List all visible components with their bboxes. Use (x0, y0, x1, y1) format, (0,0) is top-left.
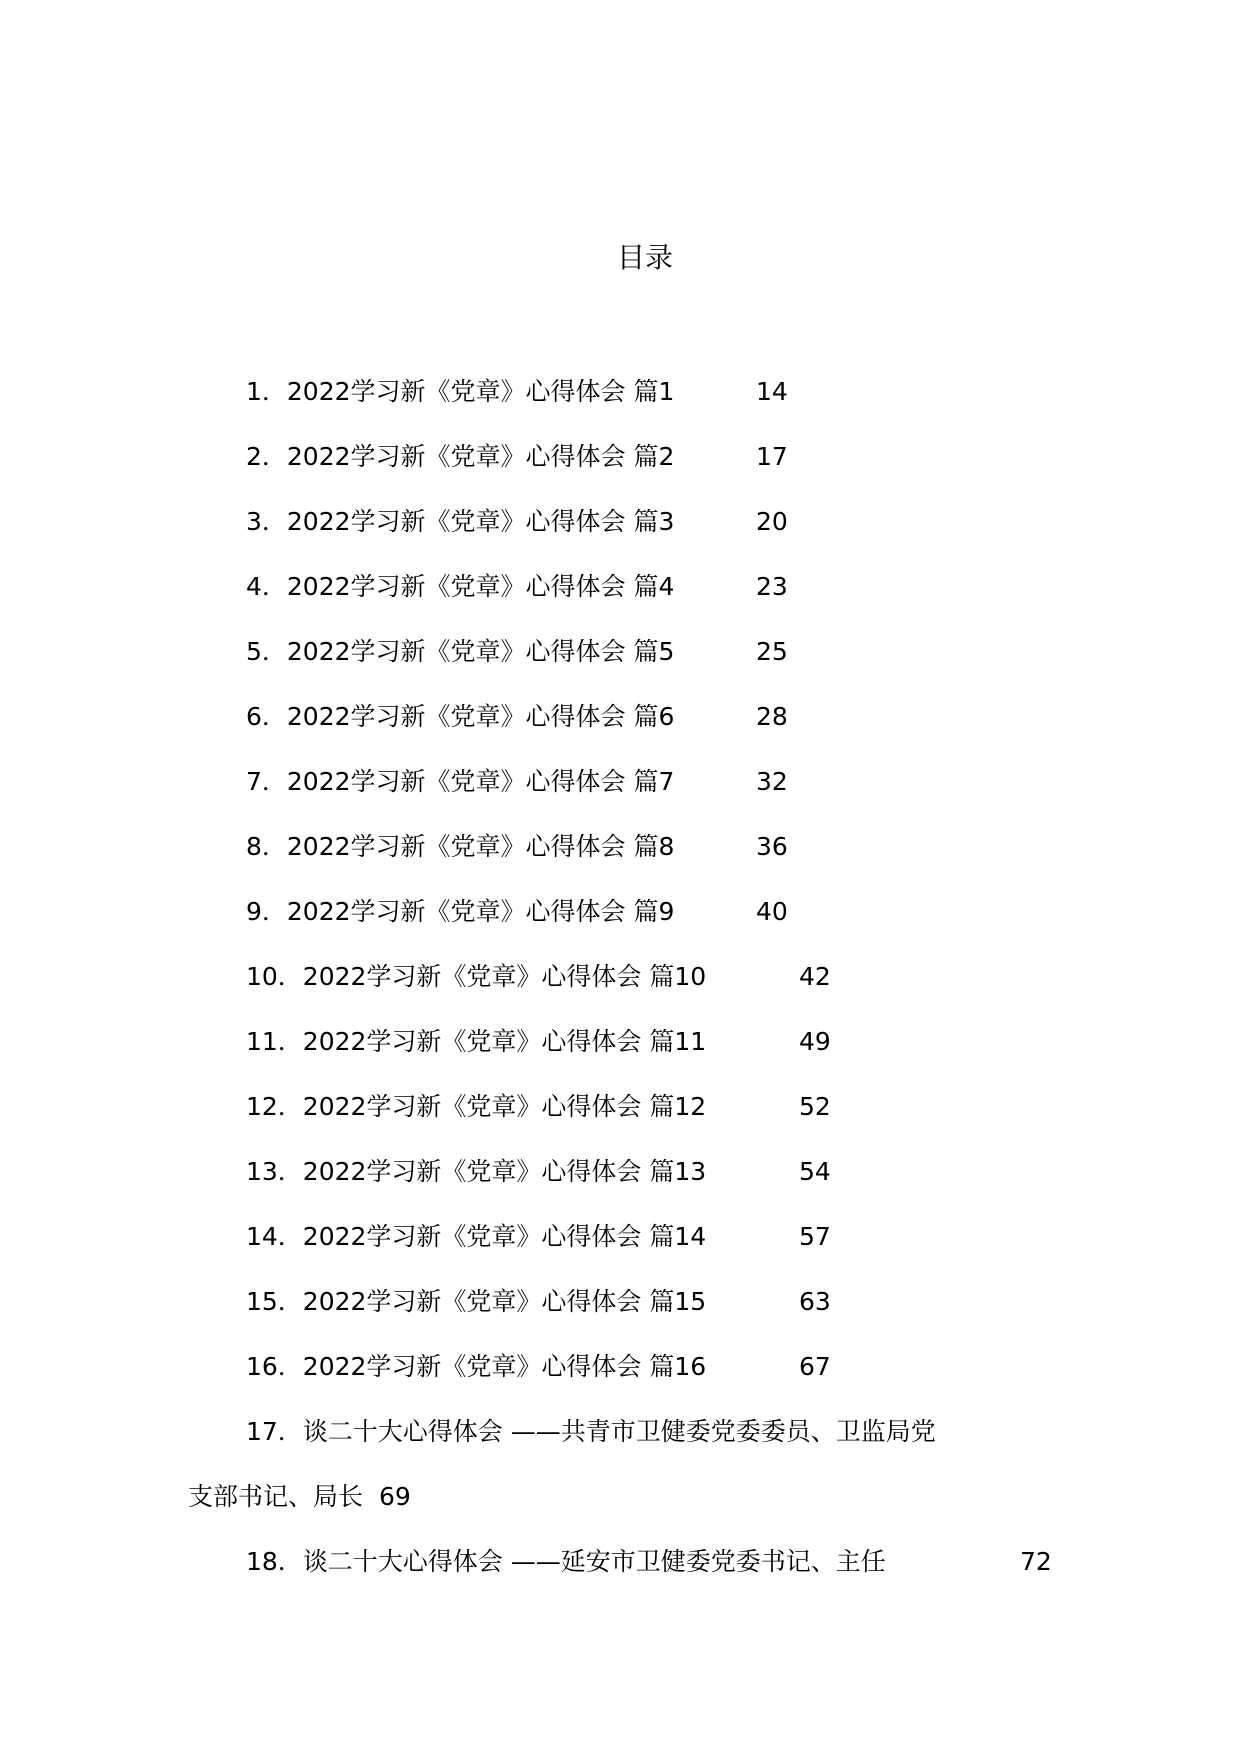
toc-entry-page: 28 (756, 702, 788, 731)
toc-entry-text-continued (188, 1477, 411, 1517)
table-of-contents (0, 372, 1240, 1607)
toc-entry-page: 42 (799, 962, 831, 991)
toc-entry-page: 72 (1020, 1547, 1052, 1576)
toc-entry-11[interactable] (0, 1022, 1240, 1087)
toc-entry-page: 63 (799, 1287, 831, 1316)
toc-entry-text: 17．谈二十大心得体会 ——共青市卫健委党委委员、卫监局党 (246, 1417, 936, 1446)
toc-entry-8[interactable] (0, 827, 1240, 892)
toc-entry-page: 49 (799, 1027, 831, 1056)
toc-entry-text: 5．2022学习新《党章》心得体会 篇5 (246, 637, 675, 666)
toc-entry-text: 10．2022学习新《党章》心得体会 篇10 (246, 962, 707, 991)
toc-entry-10[interactable] (0, 957, 1240, 1022)
toc-entry-page: 20 (756, 507, 788, 536)
toc-entry-text: 18．谈二十大心得体会 ——延安市卫健委党委书记、主任 (246, 1547, 886, 1576)
toc-entry-18[interactable] (0, 1542, 1240, 1607)
toc-entry-page: 52 (799, 1092, 831, 1121)
toc-entry-text: 14．2022学习新《党章》心得体会 篇14 (246, 1222, 707, 1251)
toc-entry-page: 67 (799, 1352, 831, 1381)
toc-entry-text: 1．2022学习新《党章》心得体会 篇1 (246, 377, 675, 406)
toc-entry-3[interactable] (0, 502, 1240, 567)
toc-entry-page: 54 (799, 1157, 831, 1186)
toc-entry-page: 57 (799, 1222, 831, 1251)
toc-entry-text: 支部书记、局长 (188, 1482, 364, 1511)
toc-entry-7[interactable] (0, 762, 1240, 827)
toc-entry-9[interactable] (0, 892, 1240, 957)
toc-entry-text: 12．2022学习新《党章》心得体会 篇12 (246, 1092, 707, 1121)
toc-entry-5[interactable] (0, 632, 1240, 697)
toc-entry-1[interactable] (0, 372, 1240, 437)
toc-entry-page: 32 (756, 767, 788, 796)
toc-entry-12[interactable] (0, 1087, 1240, 1152)
toc-entry-page: 17 (756, 442, 788, 471)
toc-entry-text: 8．2022学习新《党章》心得体会 篇8 (246, 832, 675, 861)
toc-entry-text: 2．2022学习新《党章》心得体会 篇2 (246, 442, 675, 471)
toc-entry-14[interactable] (0, 1217, 1240, 1282)
toc-entry-6[interactable] (0, 697, 1240, 762)
toc-entry-page: 25 (756, 637, 788, 666)
toc-entry-15[interactable] (0, 1282, 1240, 1347)
toc-entry-text: 9．2022学习新《党章》心得体会 篇9 (246, 897, 675, 926)
toc-entry-text: 11．2022学习新《党章》心得体会 篇11 (246, 1027, 707, 1056)
toc-entry-2[interactable] (0, 437, 1240, 502)
toc-entry-text: 15．2022学习新《党章》心得体会 篇15 (246, 1287, 707, 1316)
toc-entry-text: 16．2022学习新《党章》心得体会 篇16 (246, 1352, 707, 1381)
toc-entry-page: 40 (756, 897, 788, 926)
toc-entry-text: 7．2022学习新《党章》心得体会 篇7 (246, 767, 675, 796)
toc-entry-text: 6．2022学习新《党章》心得体会 篇6 (246, 702, 675, 731)
toc-title: 目录 (616, 241, 673, 274)
toc-entry-17[interactable] (0, 1412, 1240, 1542)
toc-entry-page: 36 (756, 832, 788, 861)
toc-entry-16[interactable] (0, 1347, 1240, 1412)
toc-entry-page: 69 (379, 1482, 411, 1511)
toc-entry-4[interactable] (0, 567, 1240, 632)
toc-entry-text: 3．2022学习新《党章》心得体会 篇3 (246, 507, 675, 536)
toc-entry-text: 13．2022学习新《党章》心得体会 篇13 (246, 1157, 707, 1186)
toc-entry-13[interactable] (0, 1152, 1240, 1217)
toc-entry-text: 4．2022学习新《党章》心得体会 篇4 (246, 572, 675, 601)
toc-entry-page: 23 (756, 572, 788, 601)
toc-entry-page: 14 (756, 377, 788, 406)
